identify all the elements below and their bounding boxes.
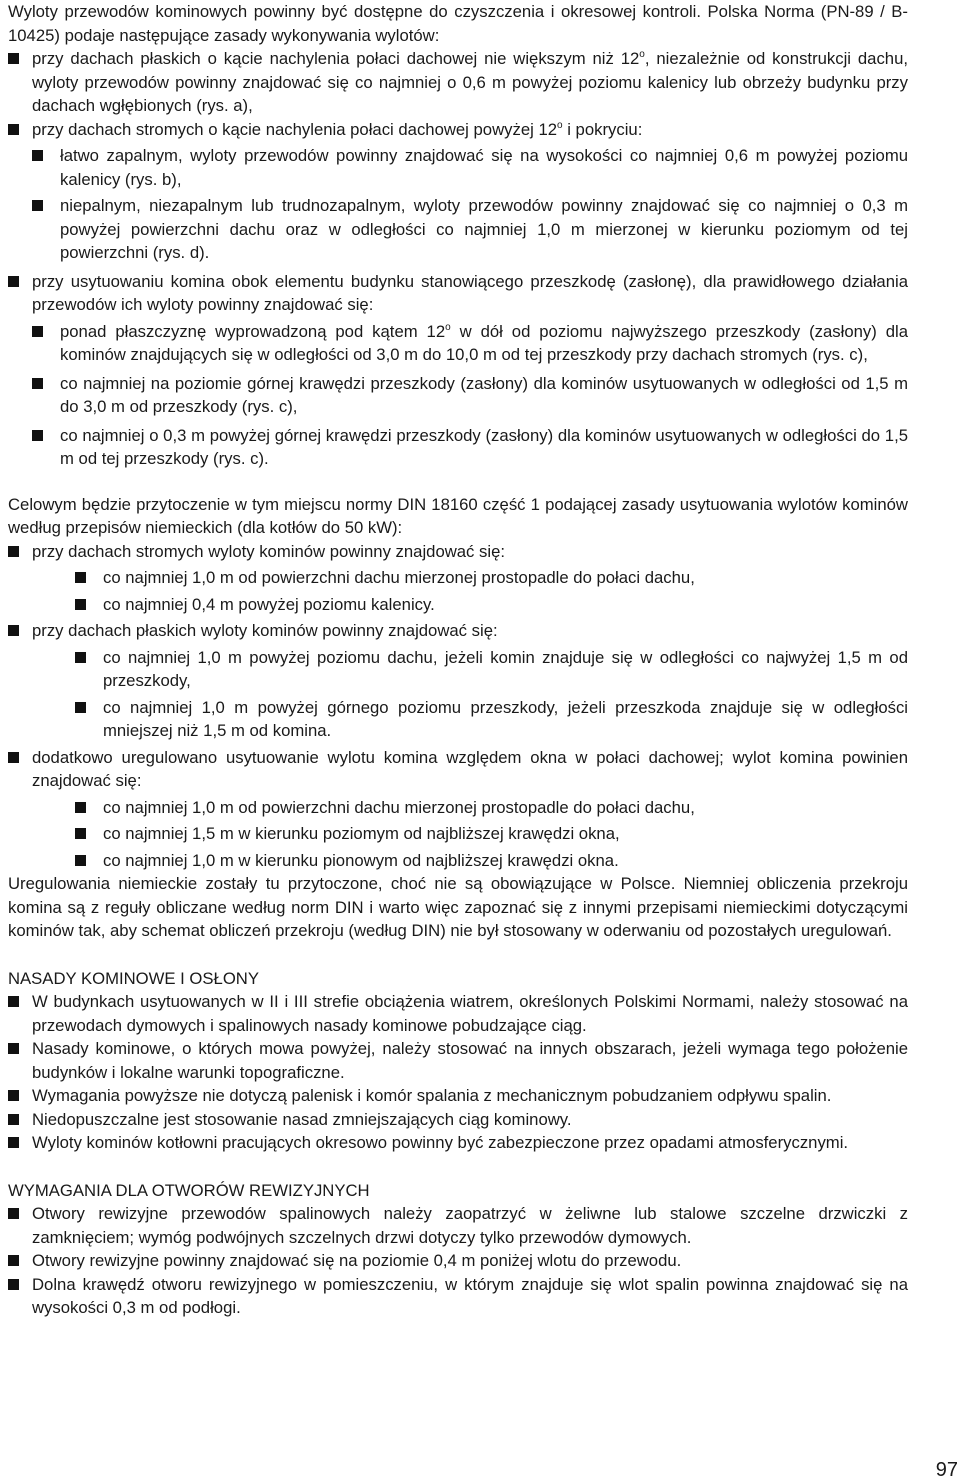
square-bullet-icon bbox=[32, 150, 43, 161]
list-item: dodatkowo uregulowano usytuowanie wylotu komina względem okna w połaci dachowej; wylot komina powinien znajdować się: bbox=[8, 746, 908, 793]
square-bullet-icon bbox=[32, 430, 43, 441]
list-item: przy dachach płaskich o kącie nachylenia połaci dachowej nie większym niż 12$^o$, niezależnie od konstrukcji dachu, wyloty przewodów powinny znajdować się co najmniej o 0,6 m powyżej poziomu kalenicy lub obrzeży budynku przy dachach wgłębionych (rys. a), bbox=[8, 47, 908, 118]
square-bullet-icon bbox=[8, 1114, 19, 1125]
sub-list-item: co najmniej o 0,3 m powyżej górnej krawędzi przeszkody (zasłony) dla kominów usytuowanych w odległości do 1,5 m od tej przeszkody (rys. c). bbox=[8, 424, 908, 471]
document-page bbox=[8, 0, 908, 1320]
square-bullet-icon bbox=[8, 1137, 19, 1148]
square-bullet-icon bbox=[8, 53, 19, 64]
sub-list-item: co najmniej 1,0 m od powierzchni dachu mierzonej prostopadle do połaci dachu, bbox=[8, 566, 908, 590]
square-bullet-icon bbox=[75, 572, 86, 583]
sub-list-item: niepalnym, niezapalnym lub trudnozapalnym, wyloty przewodów powinny znajdować się co najmniej o 0,3 m powyżej powierzchni dachu oraz w odległości co najmniej 1,0 m mierzonej w kierunku poziomym od tej powierzchni (rys. d). bbox=[8, 194, 908, 265]
sub-list-item: co najmniej na poziomie górnej krawędzi przeszkody (zasłony) dla kominów usytuowanych w odległości od 1,5 m do 3,0 m od przeszkody (rys. c), bbox=[8, 372, 908, 419]
square-bullet-icon bbox=[8, 1090, 19, 1101]
square-bullet-icon bbox=[8, 752, 19, 763]
intro-paragraph: Wyloty przewodów kominowych powinny być dostępne do czyszczenia i okresowej kontroli. Polska Norma (PN-89 / B-10425) podaje następujące zasady wykonywania wylotów: bbox=[8, 2, 908, 45]
square-bullet-icon bbox=[75, 828, 86, 839]
sub-list-item: co najmniej 0,4 m powyżej poziomu kalenicy. bbox=[8, 593, 908, 617]
square-bullet-icon bbox=[8, 625, 19, 636]
list-item: Nasady kominowe, o których mowa powyżej, należy stosować na innych obszarach, jeżeli wymaga tego położenie budynków i lokalne warunki topograficzne. bbox=[8, 1037, 908, 1084]
sub-list-item: ponad płaszczyznę wyprowadzoną pod kątem 12$^o$ w dół od poziomu najwyższego przeszkody (zasłony) dla kominów znajdujących się w odległości od 3,0 m do 10,0 m od tej przeszkody przy dachach stromych (rys. c), bbox=[8, 320, 908, 367]
sub-list-item: co najmniej 1,5 m w kierunku poziomym od najbliższej krawędzi okna, bbox=[8, 822, 908, 846]
list-item: przy dachach płaskich wyloty kominów powinny znajdować się: bbox=[8, 619, 908, 643]
square-bullet-icon bbox=[8, 124, 19, 135]
sub-list-item: łatwo zapalnym, wyloty przewodów powinny znajdować się na wysokości co najmniej 0,6 m powyżej poziomu kalenicy (rys. b), bbox=[8, 144, 908, 191]
list-item: Otwory rewizyjne powinny znajdować się na poziomie 0,4 m poniżej wlotu do przewodu. bbox=[8, 1249, 908, 1273]
square-bullet-icon bbox=[8, 1043, 19, 1054]
sub-list-item: co najmniej 1,0 m powyżej górnego poziomu przeszkody, jeżeli przeszkoda znajduje się w odległości mniejszej niż 1,5 m od komina. bbox=[8, 696, 908, 743]
din-closing-paragraph: Uregulowania niemieckie zostały tu przytoczone, choć nie są obowiązujące w Polsce. Niemniej obliczenia przekroju komina są z reguły obliczane według norm DIN i warto więc zapoznać się z innymi przepisami niemieckimi dotyczącymi kominów tak, aby schemat obliczeń przekroju (według DIN) nie był stosowany w oderwaniu od pozostałych uregulowań. bbox=[8, 874, 908, 940]
list-item: Dolna krawędź otworu rewizyjnego w pomieszczeniu, w którym znajduje się wlot spalin powinna znajdować się na wysokości 0,3 m od podłogi. bbox=[8, 1273, 908, 1320]
square-bullet-icon bbox=[8, 1279, 19, 1290]
square-bullet-icon bbox=[8, 996, 19, 1007]
list-item: przy dachach stromych o kącie nachylenia połaci dachowej powyżej 12$^o$ i pokryciu: bbox=[8, 118, 908, 142]
section-heading-rewizja: WYMAGANIA DLA OTWORÓW REWIZYJNYCH bbox=[8, 1180, 370, 1200]
square-bullet-icon bbox=[8, 546, 19, 557]
square-bullet-icon bbox=[32, 378, 43, 389]
list-item: Wymagania powyższe nie dotyczą palenisk i komór spalania z mechanicznym pobudzaniem odpływu spalin. bbox=[8, 1084, 908, 1108]
list-item: Niedopuszczalne jest stosowanie nasad zmniejszających ciąg kominowy. bbox=[8, 1108, 908, 1132]
square-bullet-icon bbox=[75, 702, 86, 713]
square-bullet-icon bbox=[75, 652, 86, 663]
page-number: 97 bbox=[935, 1458, 958, 1481]
square-bullet-icon bbox=[75, 802, 86, 813]
square-bullet-icon bbox=[8, 1208, 19, 1219]
sub-list-item: co najmniej 1,0 m powyżej poziomu dachu, jeżeli komin znajduje się w odległości co najwyżej 1,5 m od przeszkody, bbox=[8, 646, 908, 693]
square-bullet-icon bbox=[32, 326, 43, 337]
list-item: Wyloty kominów kotłowni pracujących okresowo powinny być zabezpieczone przez opadami atmosferycznymi. bbox=[8, 1131, 908, 1155]
sub-list-item: co najmniej 1,0 m w kierunku pionowym od najbliższej krawędzi okna. bbox=[8, 849, 908, 873]
din-paragraph: Celowym będzie przytoczenie w tym miejscu normy DIN 18160 część 1 podającej zasady usytuowania wylotów kominów według przepisów niemieckich (dla kotłów do 50 kW): bbox=[8, 494, 908, 537]
sub-list-item: co najmniej 1,0 m od powierzchni dachu mierzonej prostopadle do połaci dachu, bbox=[8, 796, 908, 820]
list-item: przy usytuowaniu komina obok elementu budynku stanowiącego przeszkodę (zasłonę), dla prawidłowego działania przewodów ich wyloty powinny znajdować się: bbox=[8, 270, 908, 317]
square-bullet-icon bbox=[32, 200, 43, 211]
square-bullet-icon bbox=[75, 855, 86, 866]
section-heading-nasady: NASADY KOMINOWE I OSŁONY bbox=[8, 968, 259, 988]
list-item: Otwory rewizyjne przewodów spalinowych należy zaopatrzyć w żeliwne lub stalowe szczelne drzwiczki z zamknięciem; wymóg podwójnych szczelnych drzwi dotyczy tylko przewodów dymowych. bbox=[8, 1202, 908, 1249]
list-item: W budynkach usytuowanych w II i III strefie obciążenia wiatrem, określonych Polskimi Normami, należy stosować na przewodach dymowych i spalinowych nasady kominowe pobudzające ciąg. bbox=[8, 990, 908, 1037]
list-item: przy dachach stromych wyloty kominów powinny znajdować się: bbox=[8, 540, 908, 564]
square-bullet-icon bbox=[8, 1255, 19, 1266]
square-bullet-icon bbox=[8, 276, 19, 287]
square-bullet-icon bbox=[75, 599, 86, 610]
